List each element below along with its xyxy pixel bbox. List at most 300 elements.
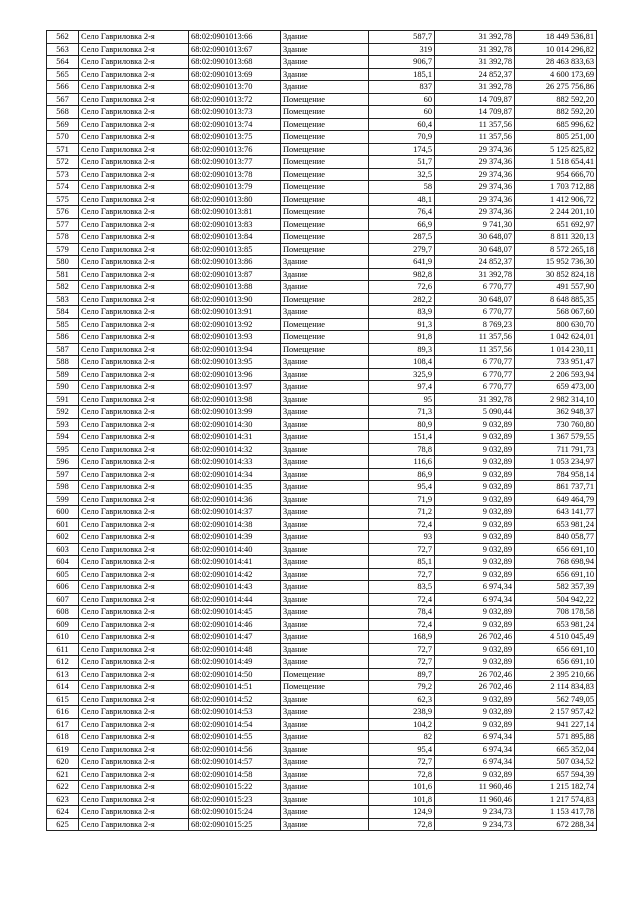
table-row <box>47 406 597 419</box>
cadastral-value-cell: 2 982 314,10 <box>515 393 597 406</box>
cadastral-value-cell: 1 014 230,11 <box>515 343 597 356</box>
row-number-cell: 589 <box>47 368 79 381</box>
cadastral-value-cell: 656 691,10 <box>515 643 597 656</box>
object-type-cell: Здание <box>281 81 369 94</box>
object-type-cell: Здание <box>281 56 369 69</box>
cadastral-value-cell: 15 952 736,30 <box>515 256 597 269</box>
cadastral-value-cell: 568 067,60 <box>515 306 597 319</box>
table-row <box>47 568 597 581</box>
settlement-cell: Село Гавриловка 2-я <box>79 206 189 219</box>
specific-value-cell: 9 032,89 <box>435 606 515 619</box>
area-cell: 78,8 <box>369 443 435 456</box>
cadastral-number-cell: 68:02:0901014:47 <box>189 631 281 644</box>
specific-value-cell: 9 032,89 <box>435 768 515 781</box>
row-number-cell: 617 <box>47 718 79 731</box>
table-row <box>47 493 597 506</box>
table-row <box>47 468 597 481</box>
row-number-cell: 608 <box>47 606 79 619</box>
area-cell: 287,5 <box>369 231 435 244</box>
row-number-cell: 586 <box>47 331 79 344</box>
table-row <box>47 268 597 281</box>
object-type-cell: Здание <box>281 731 369 744</box>
cadastral-number-cell: 68:02:0901013:72 <box>189 93 281 106</box>
object-type-cell: Здание <box>281 468 369 481</box>
cadastral-value-cell: 582 357,39 <box>515 581 597 594</box>
cadastral-value-cell: 8 811 320,13 <box>515 231 597 244</box>
cadastral-number-cell: 68:02:0901013:83 <box>189 218 281 231</box>
row-number-cell: 588 <box>47 356 79 369</box>
cadastral-value-cell: 656 691,10 <box>515 568 597 581</box>
specific-value-cell: 14 709,87 <box>435 106 515 119</box>
cadastral-number-cell: 68:02:0901014:41 <box>189 556 281 569</box>
cadastral-value-cell: 733 951,47 <box>515 356 597 369</box>
table-row <box>47 793 597 806</box>
row-number-cell: 580 <box>47 256 79 269</box>
settlement-cell: Село Гавриловка 2-я <box>79 218 189 231</box>
area-cell: 72,7 <box>369 568 435 581</box>
cadastral-number-cell: 68:02:0901014:33 <box>189 456 281 469</box>
cadastral-number-cell: 68:02:0901013:76 <box>189 143 281 156</box>
table-row <box>47 281 597 294</box>
row-number-cell: 610 <box>47 631 79 644</box>
object-type-cell: Помещение <box>281 118 369 131</box>
specific-value-cell: 31 392,78 <box>435 268 515 281</box>
object-type-cell: Здание <box>281 31 369 44</box>
area-cell: 86,9 <box>369 468 435 481</box>
area-cell: 101,8 <box>369 793 435 806</box>
cadastral-value-cell: 28 463 833,63 <box>515 56 597 69</box>
specific-value-cell: 30 648,07 <box>435 243 515 256</box>
settlement-cell: Село Гавриловка 2-я <box>79 781 189 794</box>
row-number-cell: 623 <box>47 793 79 806</box>
cadastral-value-cell: 30 852 824,18 <box>515 268 597 281</box>
table-row <box>47 356 597 369</box>
cadastral-value-cell: 659 473,00 <box>515 381 597 394</box>
settlement-cell: Село Гавриловка 2-я <box>79 806 189 819</box>
row-number-cell: 594 <box>47 431 79 444</box>
specific-value-cell: 9 032,89 <box>435 456 515 469</box>
specific-value-cell: 9 032,89 <box>435 493 515 506</box>
object-type-cell: Здание <box>281 481 369 494</box>
cadastral-number-cell: 68:02:0901013:98 <box>189 393 281 406</box>
object-type-cell: Помещение <box>281 668 369 681</box>
object-type-cell: Помещение <box>281 206 369 219</box>
row-number-cell: 585 <box>47 318 79 331</box>
object-type-cell: Здание <box>281 381 369 394</box>
object-type-cell: Здание <box>281 806 369 819</box>
area-cell: 168,9 <box>369 631 435 644</box>
cadastral-number-cell: 68:02:0901014:49 <box>189 656 281 669</box>
object-type-cell: Помещение <box>281 93 369 106</box>
settlement-cell: Село Гавриловка 2-я <box>79 181 189 194</box>
settlement-cell: Село Гавриловка 2-я <box>79 818 189 831</box>
specific-value-cell: 30 648,07 <box>435 231 515 244</box>
table-row <box>47 456 597 469</box>
row-number-cell: 573 <box>47 168 79 181</box>
specific-value-cell: 26 702,46 <box>435 668 515 681</box>
object-type-cell: Здание <box>281 406 369 419</box>
specific-value-cell: 24 852,37 <box>435 68 515 81</box>
object-type-cell: Помещение <box>281 106 369 119</box>
area-cell: 72,6 <box>369 281 435 294</box>
area-cell: 32,5 <box>369 168 435 181</box>
settlement-cell: Село Гавриловка 2-я <box>79 406 189 419</box>
row-number-cell: 599 <box>47 493 79 506</box>
cadastral-number-cell: 68:02:0901013:77 <box>189 156 281 169</box>
settlement-cell: Село Гавриловка 2-я <box>79 393 189 406</box>
specific-value-cell: 9 234,73 <box>435 818 515 831</box>
cadastral-number-cell: 68:02:0901014:58 <box>189 768 281 781</box>
object-type-cell: Здание <box>281 268 369 281</box>
object-type-cell: Здание <box>281 718 369 731</box>
row-number-cell: 563 <box>47 43 79 56</box>
row-number-cell: 564 <box>47 56 79 69</box>
cadastral-value-cell: 800 630,70 <box>515 318 597 331</box>
cadastral-number-cell: 68:02:0901013:81 <box>189 206 281 219</box>
specific-value-cell: 14 709,87 <box>435 93 515 106</box>
row-number-cell: 622 <box>47 781 79 794</box>
area-cell: 587,7 <box>369 31 435 44</box>
row-number-cell: 578 <box>47 231 79 244</box>
table-row <box>47 506 597 519</box>
table-row <box>47 193 597 206</box>
cadastral-number-cell: 68:02:0901014:37 <box>189 506 281 519</box>
settlement-cell: Село Гавриловка 2-я <box>79 568 189 581</box>
object-type-cell: Здание <box>281 781 369 794</box>
cadastral-number-cell: 68:02:0901013:78 <box>189 168 281 181</box>
specific-value-cell: 24 852,37 <box>435 256 515 269</box>
cadastral-value-cell: 2 206 593,94 <box>515 368 597 381</box>
object-type-cell: Здание <box>281 643 369 656</box>
cadastral-number-cell: 68:02:0901013:96 <box>189 368 281 381</box>
object-type-cell: Здание <box>281 743 369 756</box>
cadastral-number-cell: 68:02:0901013:68 <box>189 56 281 69</box>
specific-value-cell: 9 032,89 <box>435 431 515 444</box>
row-number-cell: 615 <box>47 693 79 706</box>
area-cell: 60,4 <box>369 118 435 131</box>
object-type-cell: Помещение <box>281 131 369 144</box>
table-row <box>47 556 597 569</box>
cadastral-value-cell: 653 981,24 <box>515 618 597 631</box>
settlement-cell: Село Гавриловка 2-я <box>79 743 189 756</box>
area-cell: 79,2 <box>369 681 435 694</box>
specific-value-cell: 26 702,46 <box>435 681 515 694</box>
row-number-cell: 568 <box>47 106 79 119</box>
specific-value-cell: 29 374,36 <box>435 193 515 206</box>
cadastral-number-cell: 68:02:0901013:69 <box>189 68 281 81</box>
area-cell: 60 <box>369 106 435 119</box>
row-number-cell: 602 <box>47 531 79 544</box>
settlement-cell: Село Гавриловка 2-я <box>79 106 189 119</box>
specific-value-cell: 9 032,89 <box>435 656 515 669</box>
table-row <box>47 781 597 794</box>
specific-value-cell: 9 032,89 <box>435 443 515 456</box>
cadastral-number-cell: 68:02:0901013:95 <box>189 356 281 369</box>
object-type-cell: Здание <box>281 456 369 469</box>
settlement-cell: Село Гавриловка 2-я <box>79 43 189 56</box>
cadastral-number-cell: 68:02:0901014:52 <box>189 693 281 706</box>
object-type-cell: Здание <box>281 568 369 581</box>
area-cell: 89,7 <box>369 668 435 681</box>
settlement-cell: Село Гавриловка 2-я <box>79 531 189 544</box>
table-row <box>47 181 597 194</box>
row-number-cell: 567 <box>47 93 79 106</box>
cadastral-value-cell: 562 749,05 <box>515 693 597 706</box>
specific-value-cell: 11 357,56 <box>435 331 515 344</box>
specific-value-cell: 6 770,77 <box>435 381 515 394</box>
cadastral-number-cell: 68:02:0901013:97 <box>189 381 281 394</box>
table-row <box>47 618 597 631</box>
area-cell: 78,4 <box>369 606 435 619</box>
cadastral-value-cell: 1 412 906,72 <box>515 193 597 206</box>
specific-value-cell: 6 770,77 <box>435 368 515 381</box>
cadastral-value-cell: 768 698,94 <box>515 556 597 569</box>
specific-value-cell: 5 090,44 <box>435 406 515 419</box>
cadastral-value-cell: 5 125 825,82 <box>515 143 597 156</box>
area-cell: 97,4 <box>369 381 435 394</box>
row-number-cell: 577 <box>47 218 79 231</box>
object-type-cell: Здание <box>281 543 369 556</box>
area-cell: 72,8 <box>369 768 435 781</box>
table-row <box>47 43 597 56</box>
settlement-cell: Село Гавриловка 2-я <box>79 68 189 81</box>
cadastral-value-cell: 2 114 834,83 <box>515 681 597 694</box>
object-type-cell: Помещение <box>281 143 369 156</box>
object-type-cell: Здание <box>281 706 369 719</box>
cadastral-value-cell: 656 691,10 <box>515 543 597 556</box>
cadastral-number-cell: 68:02:0901014:48 <box>189 643 281 656</box>
settlement-cell: Село Гавриловка 2-я <box>79 656 189 669</box>
cadastral-number-cell: 68:02:0901013:66 <box>189 31 281 44</box>
object-type-cell: Здание <box>281 506 369 519</box>
object-type-cell: Помещение <box>281 293 369 306</box>
specific-value-cell: 9 741,30 <box>435 218 515 231</box>
table-row <box>47 93 597 106</box>
cadastral-value-cell: 711 791,73 <box>515 443 597 456</box>
cadastral-value-cell: 2 395 210,66 <box>515 668 597 681</box>
settlement-cell: Село Гавриловка 2-я <box>79 281 189 294</box>
cadastral-number-cell: 68:02:0901013:79 <box>189 181 281 194</box>
cadastral-number-cell: 68:02:0901014:56 <box>189 743 281 756</box>
area-cell: 71,9 <box>369 493 435 506</box>
specific-value-cell: 11 960,46 <box>435 793 515 806</box>
cadastral-number-cell: 68:02:0901014:54 <box>189 718 281 731</box>
row-number-cell: 611 <box>47 643 79 656</box>
area-cell: 48,1 <box>369 193 435 206</box>
settlement-cell: Село Гавриловка 2-я <box>79 668 189 681</box>
row-number-cell: 624 <box>47 806 79 819</box>
table-body <box>47 31 597 831</box>
cadastral-value-cell: 571 895,88 <box>515 731 597 744</box>
object-type-cell: Помещение <box>281 193 369 206</box>
row-number-cell: 612 <box>47 656 79 669</box>
specific-value-cell: 6 974,34 <box>435 593 515 606</box>
table-row <box>47 681 597 694</box>
cadastral-value-cell: 1 053 234,97 <box>515 456 597 469</box>
object-type-cell: Помещение <box>281 156 369 169</box>
object-type-cell: Здание <box>281 368 369 381</box>
table-row <box>47 168 597 181</box>
cadastral-number-cell: 68:02:0901013:90 <box>189 293 281 306</box>
settlement-cell: Село Гавриловка 2-я <box>79 306 189 319</box>
specific-value-cell: 8 769,23 <box>435 318 515 331</box>
row-number-cell: 592 <box>47 406 79 419</box>
row-number-cell: 565 <box>47 68 79 81</box>
area-cell: 72,7 <box>369 643 435 656</box>
table-row <box>47 818 597 831</box>
cadastral-value-cell: 504 942,22 <box>515 593 597 606</box>
table-row <box>47 531 597 544</box>
cadastral-number-cell: 68:02:0901015:23 <box>189 793 281 806</box>
specific-value-cell: 6 974,34 <box>435 743 515 756</box>
object-type-cell: Здание <box>281 768 369 781</box>
cadastral-number-cell: 68:02:0901014:50 <box>189 668 281 681</box>
specific-value-cell: 9 032,89 <box>435 693 515 706</box>
table-row <box>47 118 597 131</box>
settlement-cell: Село Гавриловка 2-я <box>79 618 189 631</box>
cadastral-value-cell: 26 275 756,86 <box>515 81 597 94</box>
row-number-cell: 575 <box>47 193 79 206</box>
cadastral-number-cell: 68:02:0901014:30 <box>189 418 281 431</box>
row-number-cell: 614 <box>47 681 79 694</box>
settlement-cell: Село Гавриловка 2-я <box>79 731 189 744</box>
object-type-cell: Помещение <box>281 181 369 194</box>
table-row <box>47 768 597 781</box>
settlement-cell: Село Гавриловка 2-я <box>79 231 189 244</box>
row-number-cell: 587 <box>47 343 79 356</box>
settlement-cell: Село Гавриловка 2-я <box>79 418 189 431</box>
row-number-cell: 600 <box>47 506 79 519</box>
cadastral-value-cell: 656 691,10 <box>515 656 597 669</box>
area-cell: 72,4 <box>369 618 435 631</box>
table-row <box>47 606 597 619</box>
settlement-cell: Село Гавриловка 2-я <box>79 681 189 694</box>
settlement-cell: Село Гавриловка 2-я <box>79 756 189 769</box>
row-number-cell: 601 <box>47 518 79 531</box>
table-row <box>47 668 597 681</box>
specific-value-cell: 6 974,34 <box>435 756 515 769</box>
specific-value-cell: 11 357,56 <box>435 343 515 356</box>
area-cell: 62,3 <box>369 693 435 706</box>
area-cell: 72,7 <box>369 543 435 556</box>
specific-value-cell: 6 974,34 <box>435 581 515 594</box>
row-number-cell: 593 <box>47 418 79 431</box>
cadastral-value-cell: 18 449 536,81 <box>515 31 597 44</box>
settlement-cell: Село Гавриловка 2-я <box>79 93 189 106</box>
cadastral-number-cell: 68:02:0901013:85 <box>189 243 281 256</box>
cadastral-value-cell: 651 692,97 <box>515 218 597 231</box>
area-cell: 95,4 <box>369 743 435 756</box>
settlement-cell: Село Гавриловка 2-я <box>79 468 189 481</box>
cadastral-value-cell: 882 592,20 <box>515 106 597 119</box>
object-type-cell: Здание <box>281 393 369 406</box>
area-cell: 60 <box>369 93 435 106</box>
row-number-cell: 572 <box>47 156 79 169</box>
specific-value-cell: 9 032,89 <box>435 718 515 731</box>
specific-value-cell: 9 032,89 <box>435 568 515 581</box>
object-type-cell: Здание <box>281 68 369 81</box>
specific-value-cell: 9 032,89 <box>435 706 515 719</box>
table-row <box>47 156 597 169</box>
specific-value-cell: 9 032,89 <box>435 518 515 531</box>
settlement-cell: Село Гавриловка 2-я <box>79 793 189 806</box>
row-number-cell: 584 <box>47 306 79 319</box>
object-type-cell: Здание <box>281 631 369 644</box>
area-cell: 51,7 <box>369 156 435 169</box>
cadastral-number-cell: 68:02:0901014:35 <box>189 481 281 494</box>
settlement-cell: Село Гавриловка 2-я <box>79 268 189 281</box>
cadastral-value-cell: 653 981,24 <box>515 518 597 531</box>
cadastral-value-cell: 649 464,79 <box>515 493 597 506</box>
object-type-cell: Помещение <box>281 231 369 244</box>
area-cell: 108,4 <box>369 356 435 369</box>
table-row <box>47 481 597 494</box>
cadastral-value-cell: 1 518 654,41 <box>515 156 597 169</box>
row-number-cell: 583 <box>47 293 79 306</box>
settlement-cell: Село Гавриловка 2-я <box>79 193 189 206</box>
table-row <box>47 231 597 244</box>
row-number-cell: 603 <box>47 543 79 556</box>
area-cell: 101,6 <box>369 781 435 794</box>
object-type-cell: Здание <box>281 606 369 619</box>
object-type-cell: Здание <box>281 581 369 594</box>
object-type-cell: Здание <box>281 618 369 631</box>
table-row <box>47 331 597 344</box>
specific-value-cell: 9 032,89 <box>435 531 515 544</box>
table-row <box>47 706 597 719</box>
settlement-cell: Село Гавриловка 2-я <box>79 318 189 331</box>
cadastral-number-cell: 68:02:0901013:67 <box>189 43 281 56</box>
settlement-cell: Село Гавриловка 2-я <box>79 118 189 131</box>
cadastral-number-cell: 68:02:0901014:53 <box>189 706 281 719</box>
table-row <box>47 418 597 431</box>
cadastral-number-cell: 68:02:0901014:57 <box>189 756 281 769</box>
table-row <box>47 393 597 406</box>
area-cell: 71,3 <box>369 406 435 419</box>
cadastral-number-cell: 68:02:0901014:46 <box>189 618 281 631</box>
object-type-cell: Здание <box>281 518 369 531</box>
table-row <box>47 31 597 44</box>
row-number-cell: 598 <box>47 481 79 494</box>
table-row <box>47 693 597 706</box>
area-cell: 91,3 <box>369 318 435 331</box>
table-row <box>47 718 597 731</box>
specific-value-cell: 29 374,36 <box>435 206 515 219</box>
settlement-cell: Село Гавриловка 2-я <box>79 768 189 781</box>
row-number-cell: 618 <box>47 731 79 744</box>
object-type-cell: Здание <box>281 356 369 369</box>
cadastral-value-cell: 1 703 712,88 <box>515 181 597 194</box>
area-cell: 104,2 <box>369 718 435 731</box>
row-number-cell: 590 <box>47 381 79 394</box>
table-row <box>47 731 597 744</box>
cadastral-value-cell: 1 367 579,55 <box>515 431 597 444</box>
settlement-cell: Село Гавриловка 2-я <box>79 31 189 44</box>
specific-value-cell: 29 374,36 <box>435 143 515 156</box>
row-number-cell: 562 <box>47 31 79 44</box>
cadastral-value-cell: 643 141,77 <box>515 506 597 519</box>
area-cell: 93 <box>369 531 435 544</box>
area-cell: 151,4 <box>369 431 435 444</box>
object-type-cell: Помещение <box>281 243 369 256</box>
specific-value-cell: 9 032,89 <box>435 643 515 656</box>
settlement-cell: Село Гавриловка 2-я <box>79 243 189 256</box>
row-number-cell: 569 <box>47 118 79 131</box>
settlement-cell: Село Гавриловка 2-я <box>79 693 189 706</box>
area-cell: 279,7 <box>369 243 435 256</box>
specific-value-cell: 9 032,89 <box>435 556 515 569</box>
specific-value-cell: 9 032,89 <box>435 506 515 519</box>
